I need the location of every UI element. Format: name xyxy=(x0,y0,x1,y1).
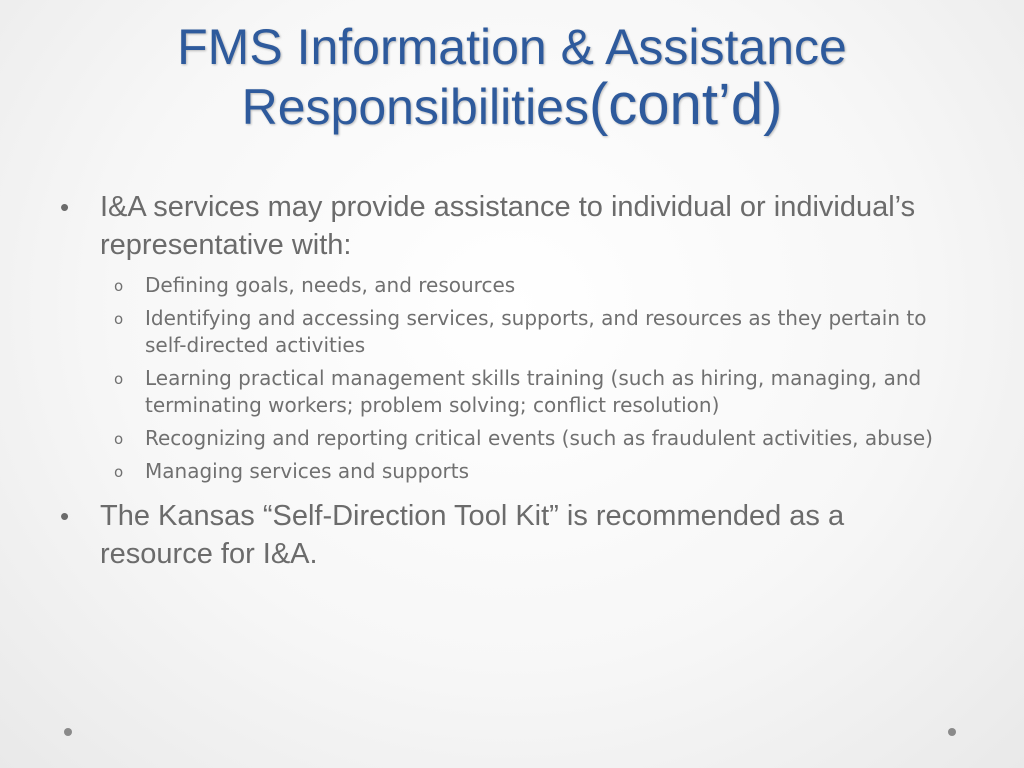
bullet-text: The Kansas “Self-Direction Tool Kit” is recommended as a resource for I&A. xyxy=(100,500,845,570)
bullet-marker: • xyxy=(60,192,70,222)
corner-dot-icon xyxy=(948,728,956,736)
sub-bullet-marker: o xyxy=(114,430,124,448)
title-line-2 xyxy=(40,72,984,137)
sub-bullet-item xyxy=(56,272,956,299)
bullet-item xyxy=(56,497,956,573)
sub-bullet-marker: o xyxy=(114,370,124,388)
sub-bullet-list xyxy=(56,272,956,485)
bullet-item xyxy=(56,188,956,264)
sub-bullet-item xyxy=(56,305,956,359)
sub-bullet-text: Identifying and accessing services, supports, and resources as they pertain to self-directed activities xyxy=(145,306,927,357)
sub-bullet-marker: o xyxy=(114,310,124,328)
sub-bullet-text: Learning practical management skills training (such as hiring, managing, and terminating workers; problem solving; conflict resolution) xyxy=(145,366,922,417)
sub-bullet-marker: o xyxy=(114,277,124,295)
bullet-marker: • xyxy=(60,501,70,531)
title-line-2-text: Responsibilities xyxy=(241,79,589,135)
slide-title xyxy=(40,18,984,136)
sub-bullet-item xyxy=(56,458,956,485)
sub-bullet-item xyxy=(56,425,956,452)
sub-bullet-marker: o xyxy=(114,463,124,481)
title-line-1: FMS Information & Assistance xyxy=(177,19,847,75)
sub-bullet-text: Managing services and supports xyxy=(145,459,470,483)
sub-bullet-text: Defining goals, needs, and resources xyxy=(145,273,516,297)
sub-bullet-item xyxy=(56,365,956,419)
bullet-list xyxy=(56,188,956,581)
sub-bullet-text: Recognizing and reporting critical events (such as fraudulent activities, abuse) xyxy=(145,426,933,450)
bullet-text: I&A services may provide assistance to individual or individual’s representative with: xyxy=(100,191,916,261)
title-suffix: (cont’d) xyxy=(588,72,783,137)
corner-dot-icon xyxy=(64,728,72,736)
